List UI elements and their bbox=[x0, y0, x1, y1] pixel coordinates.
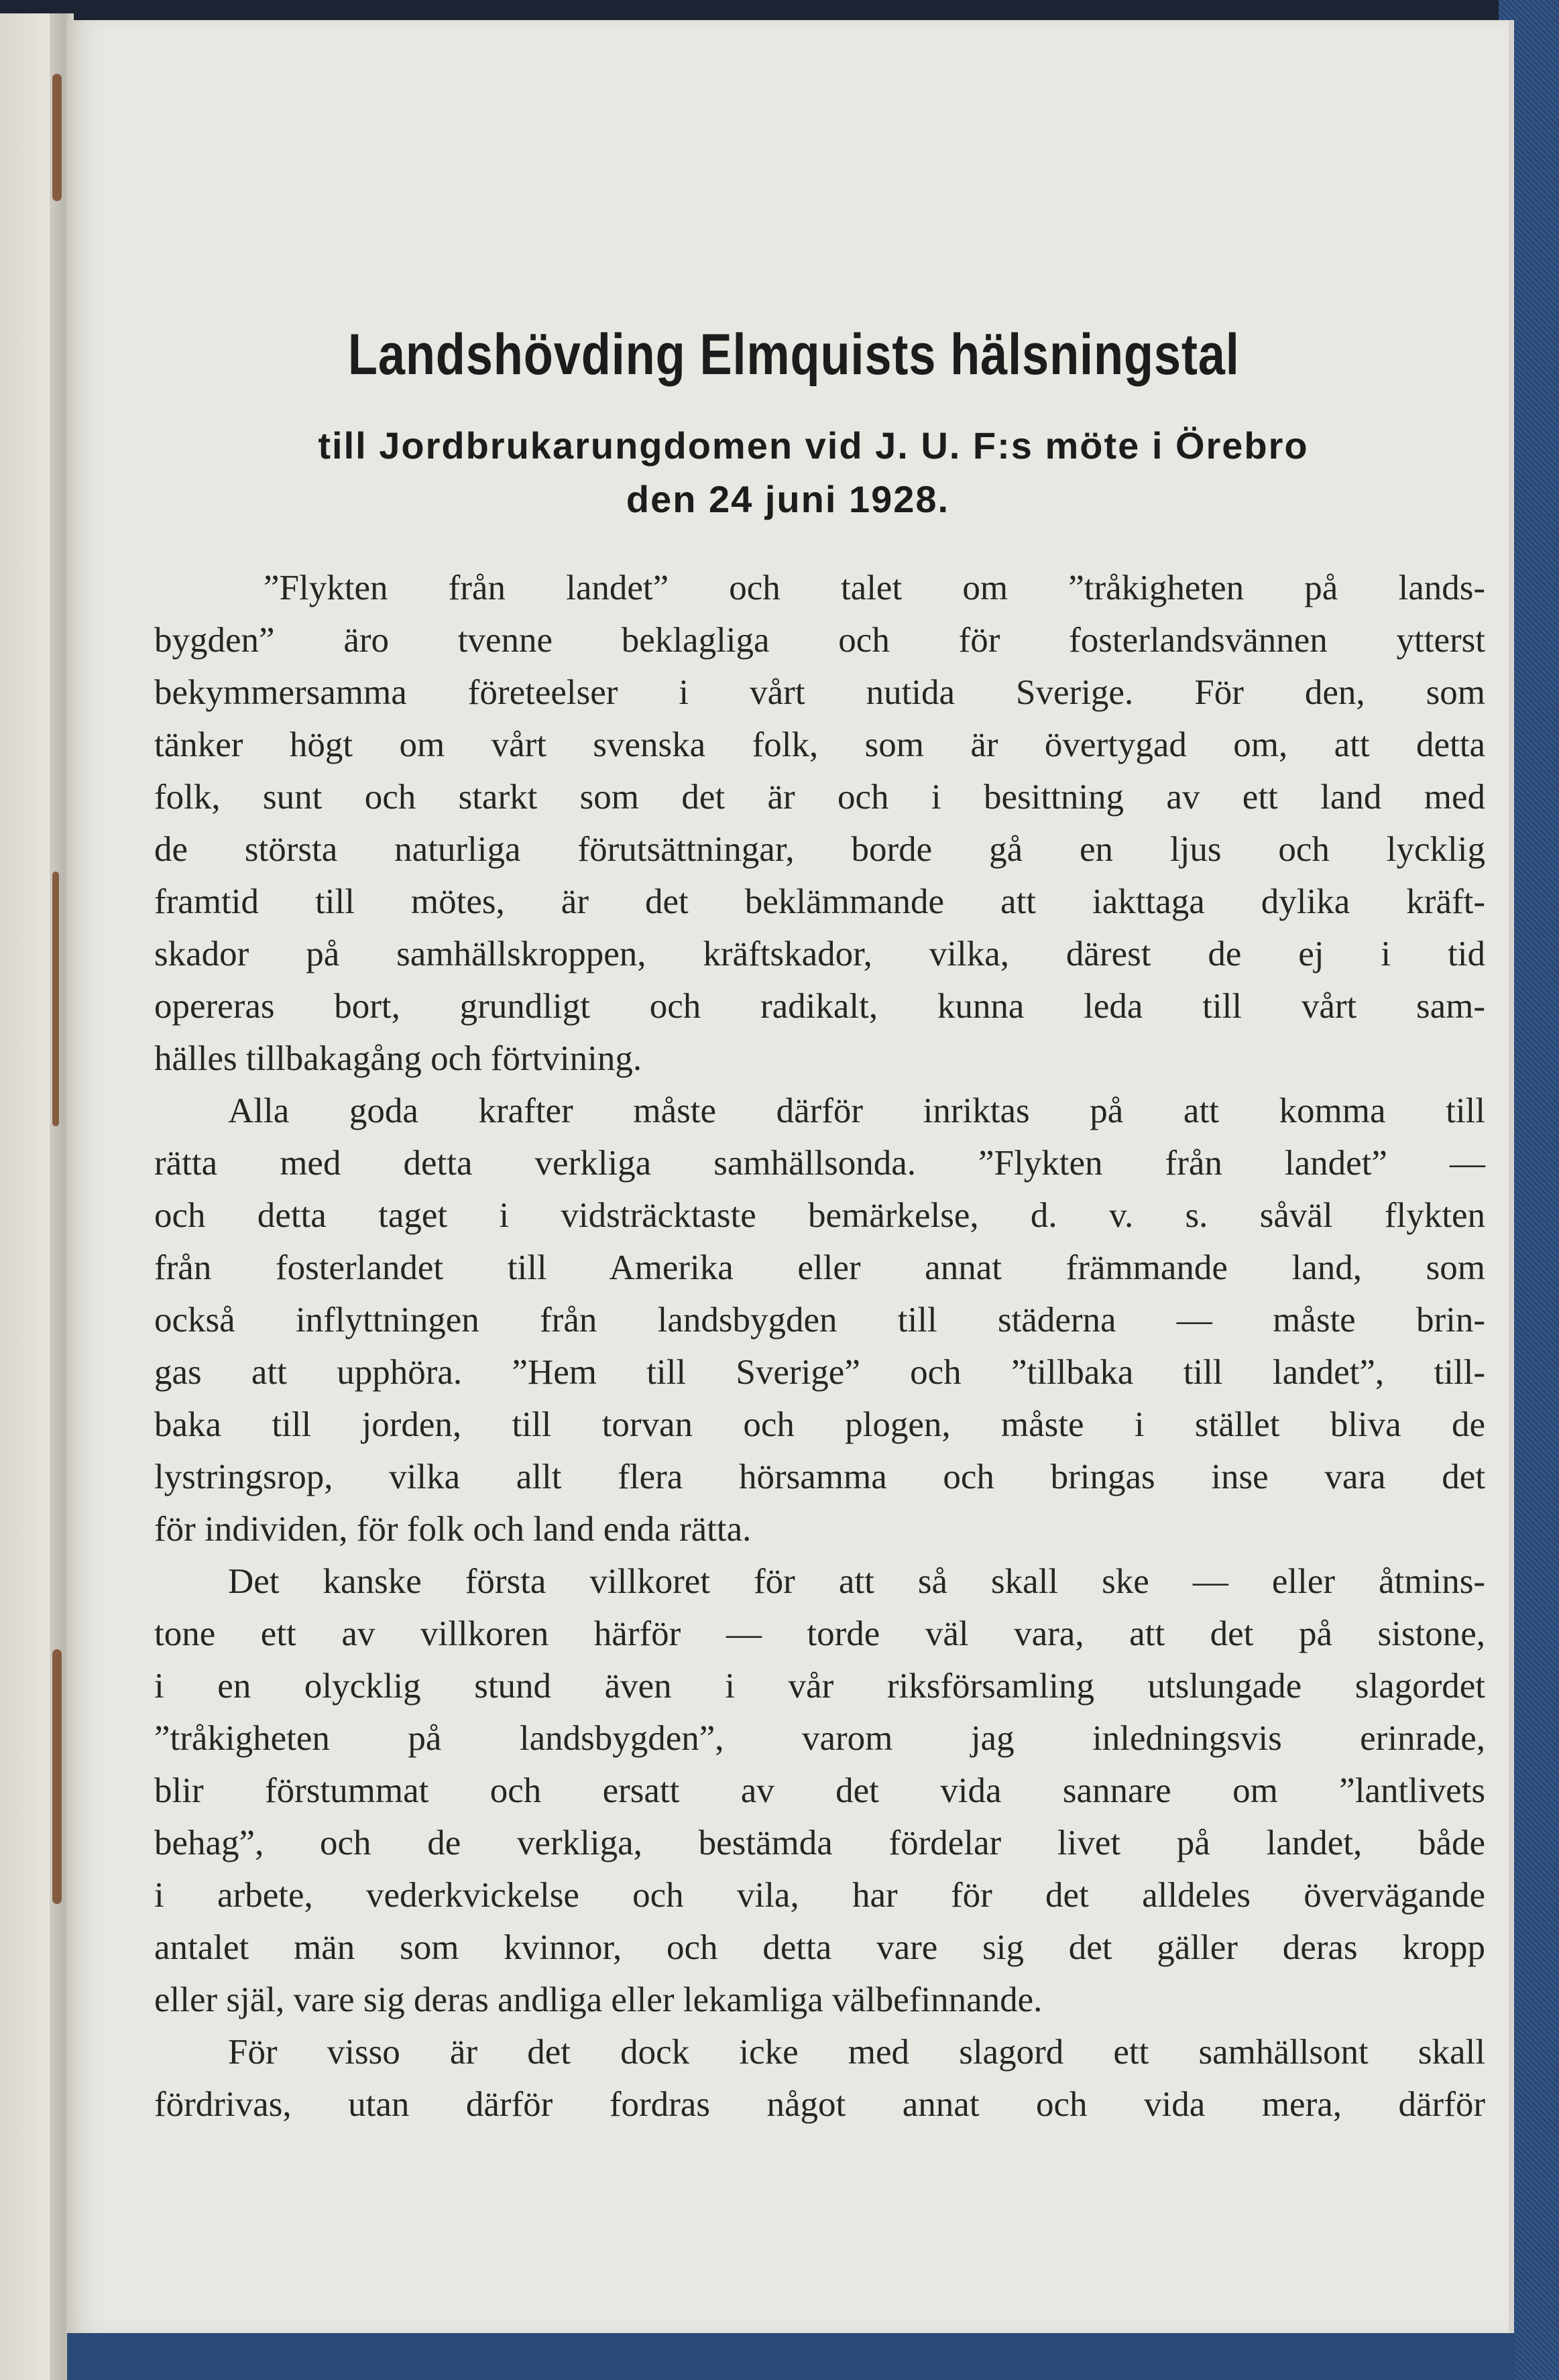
paragraph bbox=[154, 1555, 1485, 2026]
text-line: bygden” äro tvenne beklagliga och för fosterlandsvännen ytterst bbox=[154, 621, 1485, 660]
body-text bbox=[154, 562, 1485, 2131]
text-line: folk, sunt och starkt som det är och i besittning av ett land med bbox=[154, 778, 1485, 817]
paragraph bbox=[154, 562, 1485, 1085]
text-line: behag”, och de verkliga, bestämda fördelar livet på landet, både bbox=[154, 1824, 1485, 1862]
paragraph bbox=[154, 1085, 1485, 1555]
paragraph bbox=[154, 2026, 1485, 2131]
cover-bottom-edge bbox=[67, 2333, 1515, 2380]
text-line: framtid till mötes, är det beklämmande att iakttaga dylika kräft- bbox=[154, 882, 1485, 921]
text-line: och detta taget i vidsträcktaste bemärkelse, d. v. s. såväl flykten bbox=[154, 1196, 1485, 1235]
text-line: från fosterlandet till Amerika eller annat främmande land, som bbox=[154, 1248, 1485, 1287]
text-line: tone ett av villkoren härför — torde väl vara, att det på sistone, bbox=[154, 1614, 1485, 1653]
text-line: tänker högt om vårt svenska folk, som är övertygad om, att detta bbox=[154, 725, 1485, 764]
text-line: lystringsrop, vilka allt flera hörsamma och bringas inse vara det bbox=[154, 1457, 1485, 1496]
rust-stain bbox=[52, 74, 62, 201]
text-line: i en olycklig stund även i vår riksförsamling utslungade slagordet bbox=[154, 1667, 1485, 1706]
text-line: Alla goda krafter måste därför inriktas på att komma till bbox=[228, 1091, 1485, 1130]
rust-stain bbox=[52, 1649, 62, 1904]
rust-stain bbox=[52, 872, 59, 1126]
text-line: de största naturliga förutsättningar, borde gå en ljus och lycklig bbox=[154, 830, 1485, 869]
text-line: fördrivas, utan därför fordras något annat och vida mera, därför bbox=[154, 2085, 1485, 2124]
text-line: hälles tillbakagång och förtvining. bbox=[154, 1039, 642, 1078]
text-line: Det kanske första villkoret för att så skall ske — eller åtmins- bbox=[228, 1562, 1485, 1601]
text-line: opereras bort, grundligt och radikalt, kunna leda till vårt sam- bbox=[154, 987, 1485, 1026]
page-date: den 24 juni 1928. bbox=[626, 478, 950, 520]
text-line: också inflyttningen från landsbygden till städerna — måste brin- bbox=[154, 1301, 1485, 1340]
text-line: i arbete, vederkvickelse och vila, har för det alldeles övervägande bbox=[154, 1876, 1485, 1915]
text-line: skador på samhällskroppen, kräftskador, vilka, därest de ej i tid bbox=[154, 935, 1485, 973]
text-line: blir förstummat och ersatt av det vida sannare om ”lantlivets bbox=[154, 1771, 1485, 1810]
text-line: baka till jorden, till torvan och plogen, måste i stället bliva de bbox=[154, 1405, 1485, 1444]
page-subtitle: till Jordbrukarungdomen vid J. U. F:s möte i Örebro bbox=[318, 424, 1309, 467]
text-line: För visso är det dock icke med slagord ett samhällsont skall bbox=[228, 2033, 1485, 2072]
text-line: rätta med detta verkliga samhällsonda. ”Flykten från landet” — bbox=[154, 1144, 1485, 1183]
top-edge bbox=[0, 0, 1559, 20]
text-line: bekymmersamma företeelser i vårt nutida Sverige. För den, som bbox=[154, 673, 1485, 712]
text-line: eller själ, vare sig deras andliga eller lekamliga välbefinnande. bbox=[154, 1980, 1043, 2019]
text-line: för individen, för folk och land enda rätta. bbox=[154, 1510, 752, 1549]
text-line: gas att upphöra. ”Hem till Sverige” och ”tillbaka till landet”, till- bbox=[154, 1353, 1485, 1392]
text-line: antalet män som kvinnor, och detta vare sig det gäller deras kropp bbox=[154, 1928, 1485, 1967]
text-line: ”tråkigheten på landsbygden”, varom jag inledningsvis erinrade, bbox=[154, 1719, 1485, 1758]
text-line: ”Flykten från landet” och talet om ”tråkigheten på lands- bbox=[264, 569, 1485, 607]
book-page bbox=[67, 20, 1514, 2333]
page-title: Landshövding Elmquists hälsningstal bbox=[347, 322, 1240, 387]
